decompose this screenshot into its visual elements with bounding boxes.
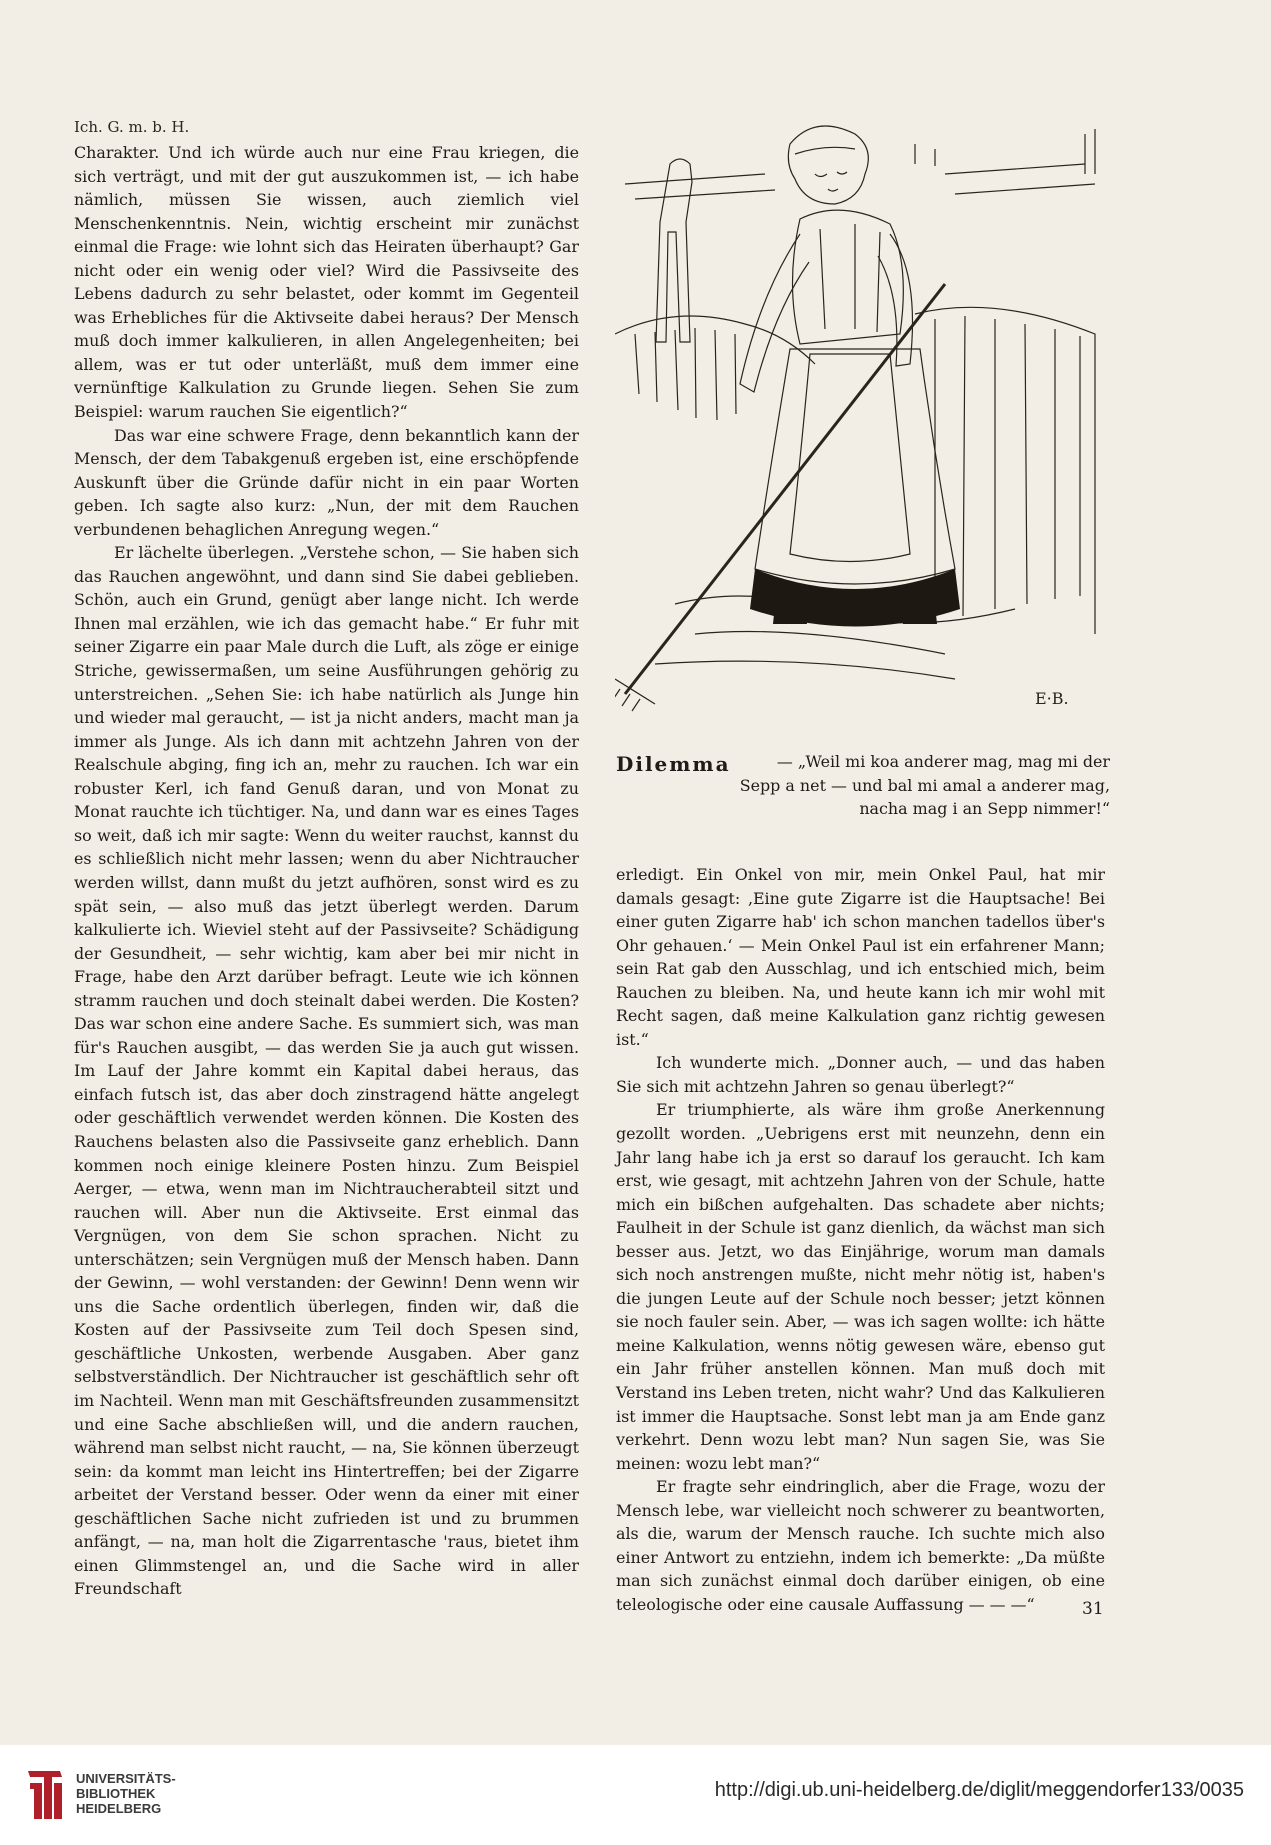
- background-figure: [656, 159, 692, 342]
- paragraph: Das war eine schwere Frage, denn bekanntlich kann der Mensch, der dem Tabakgenuß ergeben ist, eine erschöpfende Auskunft über die Gründe dafür nicht in ein paar Worten geben. Ich sagte also kurz: „Nun, der mit dem Rauchen verbundenen behaglichen Anregung wegen.“: [74, 425, 579, 539]
- library-name-line: BIBLIOTHEK: [76, 1786, 156, 1801]
- library-name[interactable]: [76, 1771, 176, 1816]
- caption-title: Dilemma: [616, 752, 731, 776]
- paragraph: Er fragte sehr eindringlich, aber die Frage, wozu der Mensch lebe, war vielleicht noch schwerer zu beantworten, als die, warum der Mensch rauche. Ich suchte mich also einer Antwort zu entziehn, indem ich bemerkte: „Da müßte man sich zunächst einmal doch darüber einigen, ob eine teleologische oder eine causale Auffassung — — —“: [616, 1477, 1105, 1614]
- bodice: [793, 210, 904, 344]
- running-head: Ich. G. m. b. H.: [74, 118, 190, 136]
- page-number: 31: [1082, 1599, 1104, 1619]
- source-url-link[interactable]: http://digi.ub.uni-heidelberg.de/diglit/meggendorfer133/0035: [714, 1779, 1244, 1801]
- fence-lines: [625, 164, 1095, 199]
- library-name-line: UNIVERSITÄTS-: [76, 1771, 176, 1786]
- rake-head: [615, 679, 655, 711]
- paragraph: Ich wunderte mich. „Donner auch, — und das haben Sie sich mit achtzehn Jahren so genau überlegt?“: [616, 1053, 1105, 1096]
- left-arm: [740, 234, 809, 392]
- paragraph: Charakter. Und ich würde auch nur eine Frau kriegen, die sich verträgt, und mit der gut auszukommen ist, — ich habe nämlich, müssen Sie wissen, auch ziemlich viel Menschenkenntnis. Nein, wichtig erscheint mir zunächst einmal die Frage: wie lohnt sich das Heiraten überhaupt? Gar nicht oder ein wenig oder viel? Wird die Passivseite des Lebens dadurch zu sehr belastet, oder kommt im Gegenteil was Erhebliches für die Aktivseite dabei heraus? Der Mensch muß doch immer kalkulieren, in allen Angelegenheiten; bei allem, was er tut oder unterläßt, muß dem immer eine vernünftige Kalkulation zu Grunde liegen. Sehen Sie zum Beispiel: warum rauchen Sie eigentlich?“: [74, 143, 579, 422]
- artist-signature: E·B.: [1035, 689, 1069, 708]
- footer-bar: [0, 1745, 1271, 1845]
- paragraph: Er triumphierte, als wäre ihm große Anerkennung gezollt worden. „Uebrigens erst mit neunzehn, denn ein Jahr lang habe ich ja erst so darauf los geraucht. Ich kam erst, wie gesagt, mit achtzehn Jahren von der Schule, hatte mich ein bißchen aufgehalten. Das schadete aber nichts; Faulheit in der Schule ist ganz dienlich, da wächst man sich besser aus. Jetzt, wo das Einjährige, worum man damals sich noch anstrengen mußte, nicht mehr nötig ist, haben's die jungen Leute auf der Schule noch besser; jetzt können sie noch fauler sein. Aber, — was ich sagen wollte: ich hätte meine Kalkulation, wenns nötig gewesen wäre, ebenso gut ein Jahr früher anstellen können. Man muß doch mit Verstand ins Leben treten, nicht wahr? Und das Kalkulieren ist immer die Hauptsache. Sonst lebt man ja am Ende ganz verkehrt. Denn wozu lebt man? Nun sagen Sie, was Sie meinen: wozu lebt man?“: [616, 1100, 1105, 1473]
- head-kerchief: [788, 126, 868, 204]
- caption-text: — „Weil mi koa anderer mag, mag mi der Sepp a net — und bal mi amal a anderer mag, nacha mag i an Sepp nimmer!“: [739, 752, 1110, 818]
- paragraph: erledigt. Ein Onkel von mir, mein Onkel Paul, hat mir damals gesagt: ‚Eine gute Zigarre ist die Hauptsache! Bei einer guten Zigarre hab' ich schon manchen tadellos über's Ohr gehauen.‘ — Mein Onkel Paul ist ein erfahrener Mann; sein Rat gab den Ausschlag, und ich entschied mich, beim Rauchen zu bleiben. Na, und heute kann ich mir wohl mit Recht sagen, daß meine Kalkulation ganz richtig gewesen ist.“: [616, 865, 1105, 1049]
- skirt: [755, 349, 955, 584]
- paragraph: Er lächelte überlegen. „Verstehe schon, — Sie haben sich das Rauchen angewöhnt, und dann sind Sie dabei geblieben. Schön, auch ein Grund, genügt aber lange nicht. Ich werde Ihnen mal erzählen, wie ich das gemacht habe.“ Er fuhr mit seiner Zigarre ein paar Male durch die Luft, als zöge er einige Striche, gewissermaßen, um seine Ausführungen gehörig zu unterstreichen. „Sehen Sie: ich habe natürlich als Junge hin und wieder mal geraucht, — ist ja nicht anders, macht man ja immer als Junge. Als ich dann mit achtzehn Jahren von der Realschule abging, fing ich an, mehr zu rauchen. Ich war ein robuster Kerl, ich fand Genuß daran, und von Monat zu Monat rauchte ich tüchtiger. Na, und dann war es eines Tages so weit, daß ich mir sagte: Wenn du weiter rauchst, kannst du es schließlich nicht mehr lassen; wenn du aber Nichtraucher werden willst, dann mußt du jetzt aufhören, sonst wird es zu spät sein, — also muß das jetzt überlegt werden. Darum kalkulierte ich. Wieviel steht auf der Passivseite? Schädigung der Gesundheit, — sehr wichtig, kam aber bei mir nicht in Frage, habe den Arzt darüber befragt. Leute wie ich können stramm rauchen und doch steinalt dabei werden. Die Kosten? Das war schon eine andere Sache. Es summiert sich, was man für's Rauchen ausgibt, — das werden Sie ja auch gut wissen. Im Lauf der Jahre kommt ein Kapital dabei heraus, das einfach futsch ist, das aber doch zinstragend hätte angelegt oder geschäftlich verwendet werden können. Die Kosten des Rauchens belasten also die Passivseite ganz erheblich. Dann kommen noch einige kleinere Posten hinzu. Zum Beispiel Aerger, — etwa, wenn man im Nichtraucherabteil sitzt und rauchen will. Aber nun die Aktivseite. Erst einmal das Vergnügen, von dem Sie schon sprachen. Nicht zu unterschätzen; sein Vergnügen muß der Mensch haben. Dann der Gewinn, — wohl verstanden: der Gewinn! Denn wenn wir uns die Sache ordentlich überlegen, finden wir, daß die Kosten auf der Passivseite zum Teil doch Spesen sind, geschäftliche Unkosten, werbende Ausgaben. Aber ganz selbstverständlich. Der Nichtraucher ist geschäftlich sehr oft im Nachteil. Wenn man mit Geschäftsfreunden zusammensitzt und eine Sache abschließen will, und die andern rauchen, während man selbst nicht raucht, — na, Sie können überzeugt sein: da kommt man leicht ins Hintertreffen; bei der Zigarre arbeitet der Verstand besser. Oder wenn da einer mit einer geschäftlichen Sache nicht zufrieden ist und zu brummen anfängt, — na, man holt die Zigarrentasche 'raus, bietet ihm einen Glimmstengel an, und die Sache wird in aller Freundschaft: [74, 543, 579, 1599]
- right-text-column: [616, 863, 1105, 1617]
- left-text-column: [74, 141, 579, 1601]
- woman-raking-hay-illustration: [615, 104, 1107, 724]
- library-name-line: HEIDELBERG: [76, 1801, 162, 1816]
- university-library-logo-icon[interactable]: [22, 1767, 68, 1823]
